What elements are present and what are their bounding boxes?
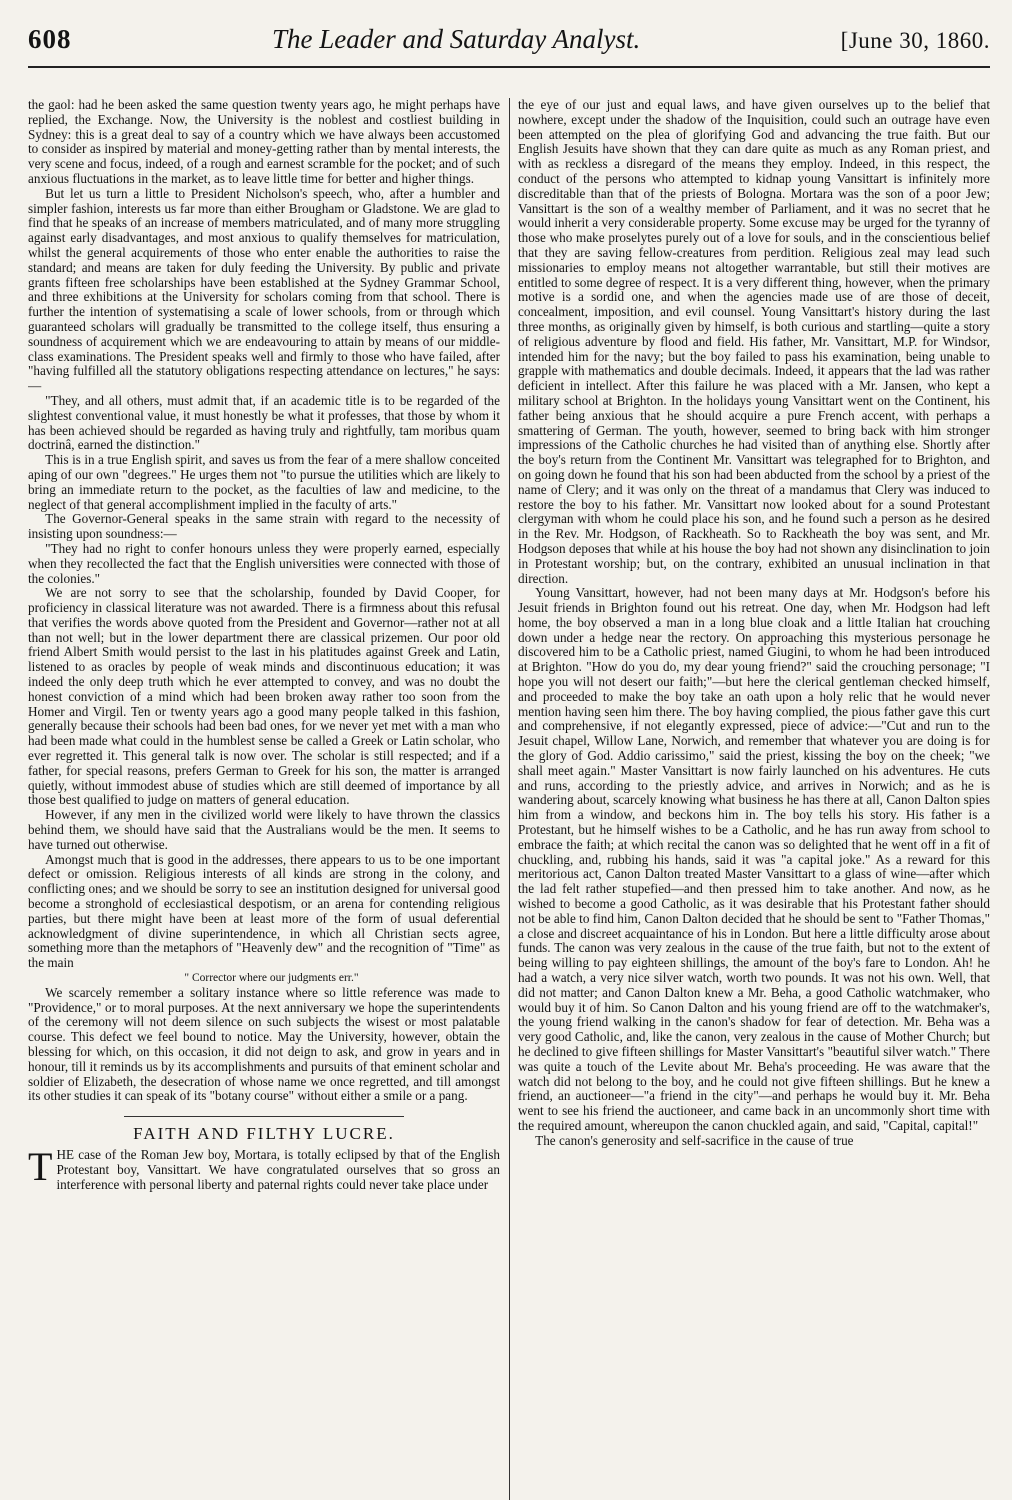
- paragraph: Young Vansittart, however, had not been many days at Mr. Hodgson's before his Jesuit friends in Brighton found out his retreat. One day, when Mr. Hodgson had left home, the boy observed a man in a long blue cloak and a little Italian hat crouching down under a hedge near the rectory. On approaching this mysterious personage he discovered him to be a Catholic priest, named Giugini, to whom he had been introduced at Brighton. "How do you do, my dear young friend?" said the crouching personage; "I hope you will not desert our faith;"—but here the clerical gentleman checked himself, and proceeded to make the boy take an oath upon a holy relic that he would never mention having seen him there. The boy having complied, the pious father gave this curt and comprehensive, if not elegantly expressed, piece of advice:—"Cut and run to the Jesuit chapel, Willow Lane, Norwich, and remember that whatever you are doing is for the glory of God. Addio carissimo," said the priest, kissing the boy on the cheek; "we shall meet again." Master Vansittart is now fairly launched on his adventures. He cuts and runs, according to the priestly advice, and arrives in Norwich; and as he is wandering about, scarcely knowing what business he has there at all, Canon Dalton spies him from a window, and beckons him in. The boy tells his story. His father is a Protestant, but he himself wishes to be a Catholic, and he has run away from school to embrace the faith; at which recital the canon was so delighted that he went off in a fit of chuckling, and, rubbing his hands, said it was "a capital joke." As a reward for this meritorious act, Canon Dalton treated Master Vansittart to a glass of wine—after which the lad felt rather stupefied—and then pressed him to take another. And now, as he wished to become a good Catholic, as it was desirable that his Protestant father should not be able to find him, Canon Dalton decided that he should be sent to "Father Thomas," a close and discreet acquaintance of his in London. But here a little difficulty arose about funds. The canon was very zealous in the cause of the true faith, but not to the extent of being willing to pay eighteen shillings, the amount of the boy's fare to London. Ah! he had a watch, a very nice silver watch, worth two pounds. It was not his own. Well, that did not matter; and Canon Dalton knew a Mr. Beha, a good Catholic watchmaker, who would buy it of him. So Canon Dalton and his young friend are off to the watchmaker's, the young friend walking in the canon's shadow for fear of detection. Mr. Beha was a very good Catholic, and, like the canon, very zealous in the cause of Mother Church; but he declined to give fifteen shillings for Master Vansittart's "beautiful silver watch." There was quite a touch of the Levite about Mr. Beha's proceeding. He was aware that the watch did not belong to the boy, and he could not give fifteen shillings. But he knew a friend, an auctioneer—"a friend in the city"—and perhaps he would buy it. Mr. Beha went to see his friend the auctioneer, and came back in an uncommonly short time with the required amount, whereupon the canon chuckled again, and said, "Capital, capital!": [518, 585, 990, 1133]
- paragraph: Amongst much that is good in the addresses, there appears to us to be one important defect or omission. Religious interests of all kinds are strong in the colony, and conflicting ones; and we should be sorry to see an institution designed for universal good become a stronghold of ecclesiastical despotism, or an arena for contending religious parties, but there might have been at least more of the form of usual deferential acknowledgment of divine superintendence, in which all Christian sects agree, something more than the metaphors of "Heavenly dew" and the recognition of "Time" as the main: [28, 851, 500, 971]
- paragraph: But let us turn a little to President Nicholson's speech, who, after a humbler and simpler fashion, interests us far more than either Brougham or Gladstone. We are glad to find that he speaks of an increase of members matriculated, and of many more struggling against early disadvantages, and most anxious to qualify themselves for matriculation, whilst the general acquirements of those who enter enable the authorities to raise the standard; and means are taken for duly feeding the University. By public and private grants fifteen free scholarships have been established at the Sydney Grammar School, and three exhibitions at the University for scholars coming from that school. There is further the intention of systematising a scale of lower schools, from or through which guaranteed scholars will gradually be transmitted to the college itself, thus ensuring a soundness of acquirement which we are endeavouring to attain by means of our middle-class examinations. The President speaks well and firmly to those who have failed, after "having fulfilled all the statutory obligations respecting attendance on lectures," he says:—: [28, 185, 500, 394]
- paragraph: The canon's generosity and self-sacrifice in the cause of true: [535, 1132, 854, 1148]
- drop-capital: T: [28, 1143, 53, 1189]
- column-rule: [509, 98, 510, 1500]
- paragraph: the gaol: had he been asked the same question twenty years ago, he might perhaps have replied, the Exchange. Now, the University is the noblest and costliest building in Sydney: this is a great deal to say of a country which we have always been accustomed to consider as inspired by material and money-getting rather than by mental interests, the very scene and focus, indeed, of a rough and earnest scramble for the pocket; and of such anxious fluctuations in the market, as to leave little time for better and higher things.: [28, 98, 500, 186]
- paragraph: We scarcely remember a solitary instance where so little reference was made to "Providence," or to moral purposes. At the next anniversary we hope the superintendents of the ceremony will not deem silence on such subjects the wisest or most palatable course. This defect we feel bound to notice. May the University, however, obtain the blessing for which, on this occasion, it did not deign to ask, and grow in years and in honour, till it reminds us by its accomplishments and pursuits of that eminent scholar and soldier of Elizabeth, the desecration of whose name we once regretted, and till amongst its other studies it can speak of its "botany course" without either a smile or a pang.: [28, 984, 500, 1104]
- publication-title: The Leader and Saturday Analyst.: [271, 24, 641, 54]
- paragraph-text: HE case of the Roman Jew boy, Mortara, is totally eclipsed by that of the English Protestant boy, Vansittart. We have congratulated ourselves that so gross an interference with personal liberty and paternal rights could never take place under: [56, 1146, 500, 1192]
- paragraph: "They had no right to confer honours unless they were properly earned, especially when they recollected the fact that the English universities were connected with those of the colonies.": [28, 540, 500, 586]
- issue-date: [June 30, 1860.: [840, 28, 990, 53]
- paragraph: This is in a true English spirit, and saves us from the fear of a mere shallow conceited aping of our own "degrees." He urges them not "to pursue the utilities which are likely to bring an immediate return to the pocket, as the faculties of law and medicine, to the neglect of that general accomplishment implied in the faculty of arts.": [28, 452, 500, 512]
- paragraph: The Governor-General speaks in the same strain with regard to the necessity of insisting upon soundness:—: [28, 511, 500, 542]
- right-column: [518, 98, 990, 1500]
- section-heading: FAITH AND FILTHY LUCRE.: [124, 1116, 404, 1142]
- quotation: " Corrector where our judgments err.": [184, 972, 359, 985]
- paragraph: We are not sorry to see that the scholarship, founded by David Cooper, for proficiency in classical literature was not awarded. There is a firmness about this refusal that verifies the words above quoted from the President and Governor—rather not at all than not well; but in the lower department there are classical prizemen. Our poor old friend Albert Smith would persist to the last in his platitudes against Greek and Latin, listened to as oracles by people of weak minds and discontinuous education; it was indeed the only deep truth which he ever attempted to convey, and was no doubt the honest conviction of a mind which had been broken away rather too soon from the Homer and Virgil. Ten or twenty years ago a good many people talked in this fashion, generally because their schools had been bad ones, for we never yet met with a man who had been made what could in the humblest sense be called a Greek or Latin scholar, who ever regretted it. This general talk is now over. The scholar is still respected; and if a father, for special reasons, prefers German to Greek for his son, the matter is arranged quietly, without immodest abuse of studies which are still deemed of importance by all those best qualified to judge on matters of general education.: [28, 585, 500, 808]
- paragraph: "They, and all others, must admit that, if an academic title is to be regarded of the slightest conventional value, it must honestly be what it professes, that those by whom it has been achieved should be regarded as having truly and rightfully, tam moribus quam doctrinâ, earned the distinction.": [28, 392, 500, 453]
- left-column: [28, 98, 500, 1500]
- paragraph: [28, 1143, 500, 1192]
- page-number: 608: [28, 24, 72, 54]
- article-columns: [28, 98, 990, 1500]
- paragraph: However, if any men in the civilized world were likely to have thrown the classics behind them, we should have said that the Australians would be the men. It seems to have turned out otherwise.: [28, 807, 500, 852]
- paragraph: the eye of our just and equal laws, and have given ourselves up to the belief that nowhere, except under the shadow of the Inquisition, could such an outrage have even been attempted on the plea of glorifying God and advancing the true faith. But our English Jesuits have shown that they can dare quite as much as any Roman priest, and with as reckless a disregard of the means they employ. Indeed, in this respect, the conduct of the persons who attempted to kidnap young Vansittart is infinitely more discreditable than that of the priests of Bologna. Mortara was the son of a poor Jew; Vansittart is the son of a wealthy member of Parliament, and it was no secret that he would inherit a very considerable property. Some excuse may be urged for the tyranny of those who make proselytes purely out of a love for souls, and in the conscientious belief that they are saving fellow-creatures from perdition. Religious zeal may lead such missionaries to employ means not altogether warrantable, but still their motives are entitled to some degree of respect. It is a very different thing, however, when the primary motive is a sordid one, and when the agencies made use of are those of deceit, concealment, imposition, and evil counsel. Young Vansittart's history during the last three months, as originally given by himself, is both curious and startling—quite a story of religious adventure by flood and field. His father, Mr. Vansittart, M.P. for Windsor, intended him for the navy; but the boy failed to pass his examination, being unable to grapple with mathematics and double decimals. Indeed, it appears that the lad was rather deficient in intellect. After this failure he was placed with a Mr. Jansen, who kept a military school at Brighton. In the holidays young Vansittart went on the Continent, his father being anxious that he should acquire a pure French accent, with perhaps a smattering of German. The youth, however, seemed to bring back with him stronger impressions of the Catholic churches he had visited than of anything else. Shortly after the boy's return from the Continent Mr. Vansittart was telegraphed for to Brighton, and on going down he found that his son had been abducted from the school by a priest of the name of Clery; and it was only on the threat of a mandamus that Clery was induced to restore the boy to his father. Mr. Vansittart now looked about for a sound Protestant clergyman with whom he could place his son, and he found such a person as he desired in the Rev. Mr. Hodgson, of Rackheath. So to Rackheath the boy was sent, and Mr. Hodgson deposes that while at his house the boy had not shown any disinclination to join in Protestant worship; but, on the contrary, exhibited an unusual inclination in that direction.: [518, 98, 990, 586]
- page-header: [28, 24, 990, 68]
